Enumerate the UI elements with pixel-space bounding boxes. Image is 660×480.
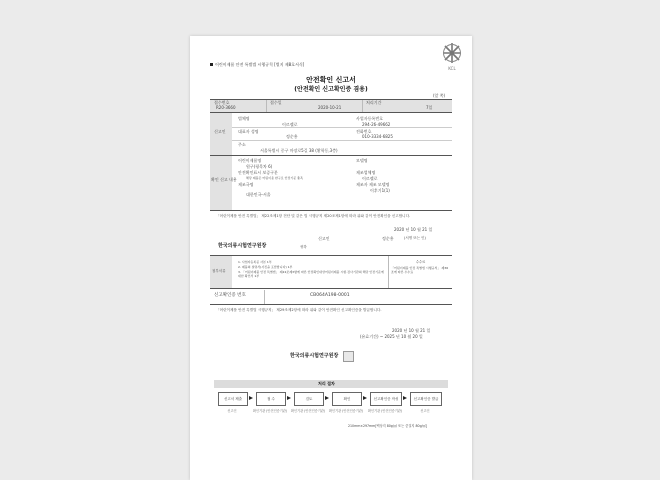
logo-caption: KCL [448,66,456,71]
brand-value: 이르젤로 [362,176,378,181]
applicant-section-label: 신고인 [214,129,226,134]
confirm-statement: 「어린이제품 안전 특별법 시행규칙」 제29조제2항에 따라 위와 같이 안전확인 신고확인증을 발급합니다. [216,308,382,312]
brand-label: 제조업체명 [356,170,376,175]
receipt-no-label: 접수번호 [214,100,230,105]
signer-label: 신고인 [318,236,330,241]
form-header: 어린이제품 안전 특별법 시행규칙 [별지 제8호서식] [210,62,304,68]
signer-mark: (서명 또는 인) [404,236,426,240]
arrow-right-icon [287,396,291,400]
receipt-date-label: 접수일 [270,100,282,105]
ceo-label: 대표자 성명 [238,129,259,134]
doc-title: 안전확인 신고서 [306,76,356,84]
arrow-right-icon [363,396,367,400]
cert-number-label: 신고확인증 번호 [214,293,246,298]
page-note: (앞 쪽) [433,93,446,98]
attachment-item: 3. 「어린이제품 안전 특별법」 제22조제3항에 따른 안전확인대상어린이제품 시험·검사기관의 해당 안전기준에 대한 확인서 1부 [238,270,384,278]
declaration-date: 2020 년 10 월 21 일 [394,227,433,232]
attachment-item: 2. 제품의 설명서(사진을 포함합니다) 1부 [238,265,293,269]
model-value: 원구(평목차 6) [246,164,273,169]
process-title: 처리 절차 [318,381,335,386]
mfr2-label: 제조자 제조 모델명 [356,182,390,187]
process-step-sub: 신고인 [227,409,237,413]
bizno-label: 사업자등록번호 [356,116,384,121]
phone-value: 010-3334-6825 [362,134,393,139]
process-step-sub: 확인기관 (안전인증기관) [252,409,288,413]
signer-name: 정순흥 [382,236,394,241]
company-value: 이르젤로 [282,122,298,127]
process-step-sub: 확인기관 (안전인증기관) [367,409,403,413]
process-step: 신고확인증 작성 [370,392,402,406]
addr-label: 주소 [238,142,246,147]
period-value: 7일 [426,105,433,110]
mfr-label: 제조국명 [238,182,254,187]
kcl-logo-icon [442,42,462,72]
valid-period: (유효기간) ~ 2025 년 10 월 20 일 [360,334,423,339]
attachment-item: 1. 사업자등록증 사본 1부 [238,260,272,264]
company-label: 법체명 [238,116,250,121]
phone-label: 전화번호 [356,129,372,134]
process-step-sub: 신고인 [420,409,430,413]
mfr2-value: 이후기1(1) [370,188,390,193]
process-step: 확인 [332,392,362,406]
cert-type-label: 안전확인표시 보증구분 [238,170,278,175]
product-name-label: 어린이제품명 [238,158,262,163]
process-step: 접 수 [256,392,286,406]
arrow-right-icon [403,396,407,400]
official-seal-icon [343,351,354,362]
addressee-suffix: 귀하 [300,245,307,249]
receipt-date-value: 2020-10-21 [318,105,342,110]
attachments-label: 첨부서류 [212,269,226,273]
paper-spec: 210mm×297mm[백상지 80g/㎡ 또는 중질지 80g/㎡] [348,424,428,428]
bizno-value: 294-26-49662 [362,122,391,127]
mfr-value: 대한민국-서울 [246,192,271,197]
process-step: 검토 [294,392,324,406]
process-step-sub: 확인기관 (안전인증기관) [290,409,326,413]
ceo-value: 정순흥 [286,134,298,139]
document-page [190,36,472,480]
product-section-label: 확인 신고 내용 [211,177,237,182]
fee-label: 수수료 [416,260,426,264]
period-label: 처리기간 [366,100,382,105]
addressee: 한국의류시험연구원장 [218,243,267,249]
issue-date: 2020 년 10 월 21 일 [392,328,431,333]
declaration-text: 「어린이제품 안전 특별법」 제22조제1항 전단 및 같은 법 시행규칙 제20조제1항에 따라 위와 같이 안전확인을 신고합니다. [216,214,411,218]
process-step: 신고확인증 발급 [410,392,442,406]
doc-subtitle: (안전확인 신고확인증 겸용) [294,86,368,93]
model-label: 모델명 [356,158,368,163]
process-step-sub: 확인기관 (안전인증기관) [328,409,364,413]
addr-value: 서울특별시 중구 마장로5길 38 (황학동,3층) [260,148,338,153]
cert-type-value: 해당 제품은 어린이용 완구로 안전기준 충족 [246,176,303,180]
receipt-no-value: R20-3660 [216,105,236,110]
arrow-right-icon [325,396,329,400]
arrow-right-icon [249,396,253,400]
cert-number-value: CB064A198-0001 [310,293,350,298]
process-step: 신고서 제출 [218,392,248,406]
fee-value: 「어린이제품 안전 특별법 시행규칙」 제36조에 따른 수수료 [391,266,449,274]
issuer-name: 한국의류시험연구원장 [290,353,339,359]
